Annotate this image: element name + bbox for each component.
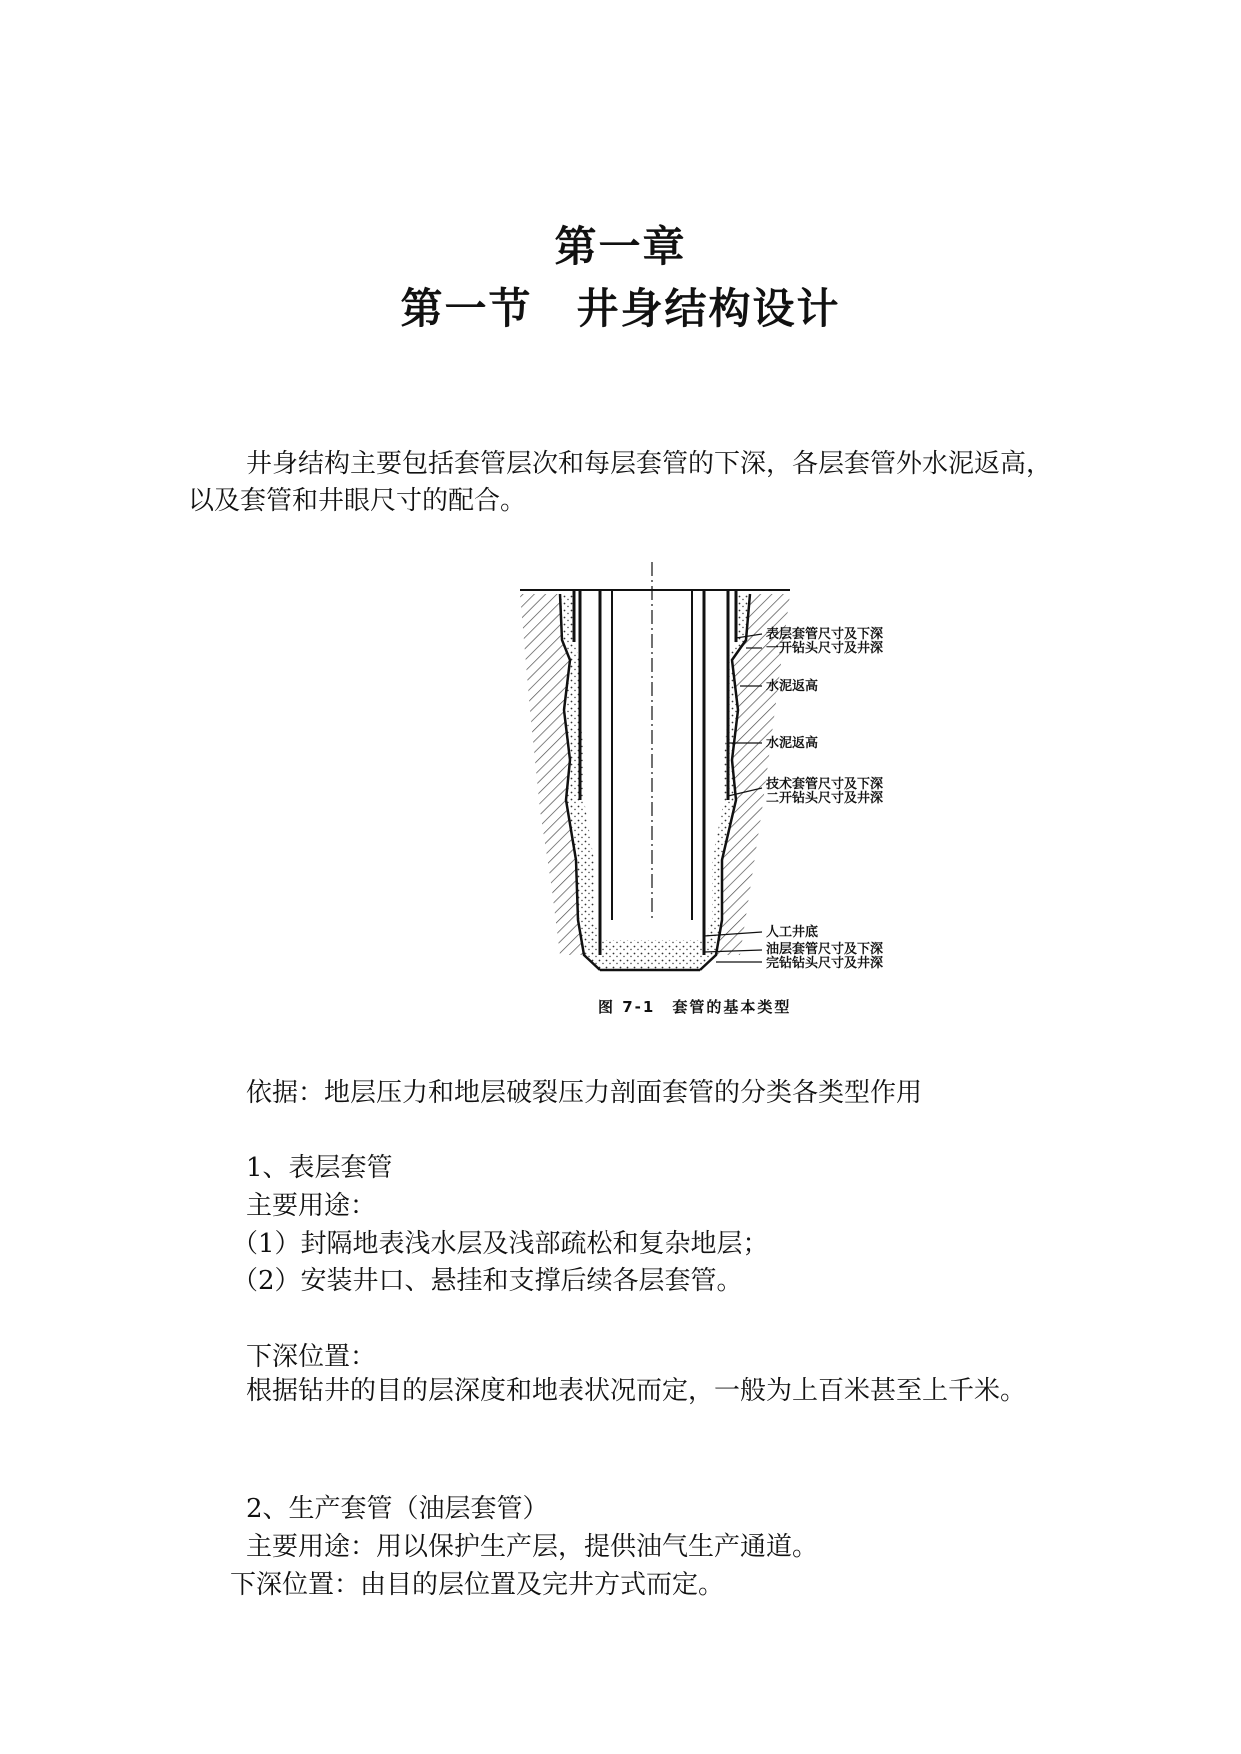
label-surface-casing: 表层套管尺寸及下深	[766, 627, 884, 642]
figure-caption: 图 7-1 套管的基本类型	[598, 998, 792, 1016]
label-production-casing: 油层套管尺寸及下深	[766, 942, 884, 957]
surface-depth-text: 根据钻井的目的层深度和地表状况而定，一般为上百米甚至上千米。	[246, 1376, 1027, 1406]
label-cement-top-2: 水泥返高	[766, 736, 819, 751]
basis-text: 依据：地层压力和地层破裂压力剖面套管的分类各类型作用	[246, 1078, 923, 1108]
production-casing-heading: 2、生产套管（油层套管）	[246, 1494, 549, 1524]
surface-purpose-label: 主要用途：	[246, 1191, 377, 1221]
cement-bottom	[584, 940, 716, 970]
production-purpose: 主要用途：用以保护生产层，提供油气生产通道。	[246, 1532, 819, 1562]
casing-diagram	[500, 560, 1020, 1030]
intro-paragraph	[188, 446, 1058, 520]
section-title: 第一节 井身结构设计	[400, 284, 841, 333]
surface-depth-label: 下深位置：	[246, 1342, 377, 1372]
label-first-bit: 一开钻头尺寸及井深	[766, 641, 884, 656]
chapter-title: 第一章	[554, 222, 687, 271]
surface-purpose-1: （1）封隔地表浅水层及浅部疏松和复杂地层；	[232, 1229, 769, 1259]
label-cement-top-1: 水泥返高	[766, 679, 819, 694]
surface-casing-heading: 1、表层套管	[246, 1153, 393, 1183]
intro-text: 井身结构主要包括套管层次和每层套管的下深，各层套管外水泥返高，以及套管和井眼尺寸的配合。	[188, 449, 1053, 516]
label-intermediate-casing: 技术套管尺寸及下深	[766, 777, 884, 792]
label-artificial-bottom: 人工井底	[766, 925, 819, 940]
label-final-bit: 完钻钻头尺寸及井深	[766, 956, 884, 971]
production-depth: 下深位置：由目的层位置及完井方式而定。	[230, 1570, 725, 1600]
surface-purpose-2: （2）安装井口、悬挂和支撑后续各层套管。	[232, 1266, 743, 1296]
label-second-bit: 二开钻头尺寸及井深	[766, 791, 884, 806]
surface-depth-paragraph	[188, 1373, 1058, 1410]
